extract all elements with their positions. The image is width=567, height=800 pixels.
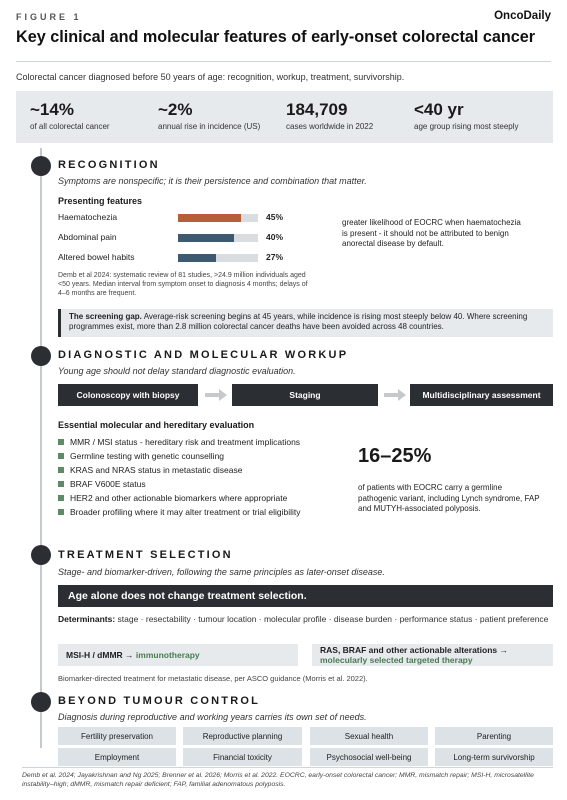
stat-label: cases worldwide in 2022 — [286, 122, 374, 131]
stat-label: annual rise in incidence (US) — [158, 122, 261, 131]
need-pill: Psychosocial well-being — [310, 748, 428, 766]
arrow-right-icon — [384, 389, 406, 401]
flow-step-colonoscopy: Colonoscopy with biopsy — [58, 384, 198, 406]
feature-percent: 40% — [266, 232, 284, 242]
need-pill: Reproductive planning — [183, 727, 302, 745]
feature-name: Altered bowel habits — [58, 252, 135, 262]
need-pill: Fertility preservation — [58, 727, 176, 745]
figure-label: FIGURE 1 — [16, 12, 82, 22]
bar-track — [178, 254, 258, 262]
gap-text: Average-risk screening begins at 45 years, while incidence is rising most steeply below 40. Where screening programmes exist, more than 2.8 million colorectal cancer deaths have been avoided across 48 countries. — [69, 312, 528, 331]
bullet-square-icon — [58, 439, 64, 445]
stat-value: <40 yr — [414, 100, 464, 119]
title-divider — [16, 61, 551, 62]
haematochezia-note: greater likelihood of EOCRC when haematochezia is present - it should not be attributed to benign anorectal disease by default. — [342, 218, 521, 248]
section-subtitle: Diagnosis during reproductive and working years carries its own set of needs. — [58, 712, 367, 722]
stat-value: 184,709 — [286, 100, 348, 119]
need-pill: Long-term survivorship — [435, 748, 553, 766]
stats-panel — [16, 91, 553, 143]
feature-name: Haematochezia — [58, 212, 118, 222]
bullet-square-icon — [58, 467, 64, 473]
treatment-footnote: Biomarker-directed treatment for metastatic disease, per ASCO guidance (Morris et al. 2022). — [58, 674, 368, 683]
section-subtitle: Symptoms are nonspecific; it is their persistence and combination that matter. — [58, 176, 367, 186]
arrow-right-icon — [205, 389, 227, 401]
stat-card — [286, 101, 414, 143]
brand-logo: OncoDaily — [494, 10, 551, 22]
list-item-text: KRAS and NRAS status in metastatic disease — [70, 465, 243, 475]
list-item-text: Broader profiling where it may alter treatment or trial eligibility — [70, 507, 301, 517]
list-item — [58, 450, 224, 462]
determinants-text: stage · resectability · tumour location · molecular profile · disease burden · performance status · patient preference — [117, 614, 549, 624]
list-item-text: Germline testing with genetic counselling — [70, 451, 225, 461]
gap-title: The screening gap. — [69, 312, 142, 321]
tx-box-prefix: MSI-H / dMMR → — [66, 650, 134, 660]
section-title-treatment: TREATMENT SELECTION — [58, 549, 233, 561]
stat-label: of all colorectal cancer — [30, 122, 110, 131]
feature-percent: 45% — [266, 212, 284, 222]
timeline-dot-icon — [31, 545, 51, 565]
list-item — [58, 436, 300, 448]
section-subtitle: Young age should not delay standard diagnostic evaluation. — [58, 366, 296, 376]
bar-fill — [178, 254, 216, 262]
eval-heading: Essential molecular and hereditary evaluation — [58, 420, 255, 430]
need-pill: Financial toxicity — [183, 748, 302, 766]
review-note: Demb et al 2024: systematic review of 81 studies, >24.9 million individuals aged <50 years. Median interval from symptom onset to diagnosis 4 months; delays of 4–6 months are frequent. — [58, 272, 308, 297]
tx-box-highlight: molecularly selected targeted therapy — [320, 655, 473, 665]
feature-bar-row — [58, 252, 298, 264]
treatment-banner: Age alone does not change treatment selection. — [58, 585, 553, 607]
list-item — [58, 478, 146, 490]
stat-value: ~14% — [30, 100, 74, 119]
feature-percent: 27% — [266, 252, 284, 262]
stat-card — [414, 101, 542, 143]
list-item — [58, 492, 287, 504]
stat-card — [158, 101, 286, 143]
list-item-text: MMR / MSI status - hereditary risk and treatment implications — [70, 437, 301, 447]
list-item-text: HER2 and other actionable biomarkers where appropriate — [70, 493, 288, 503]
section-title-beyond: BEYOND TUMOUR CONTROL — [58, 695, 261, 707]
need-pill: Parenting — [435, 727, 553, 745]
stat-label: age group rising most steeply — [414, 122, 519, 131]
page-subtitle: Colorectal cancer diagnosed before 50 years of age: recognition, workup, treatment, survivorship. — [16, 72, 405, 82]
screening-gap-box — [58, 309, 553, 337]
need-pill: Sexual health — [310, 727, 428, 745]
section-title-recognition: RECOGNITION — [58, 159, 160, 171]
bar-track — [178, 214, 258, 222]
page-title: Key clinical and molecular features of early-onset colorectal cancer — [16, 28, 536, 46]
section-subtitle: Stage- and biomarker-driven, following the same principles as later-onset disease. — [58, 567, 385, 577]
list-item — [58, 506, 301, 518]
need-pill: Employment — [58, 748, 176, 766]
flow-step-staging: Staging — [232, 384, 378, 406]
feature-bar-row — [58, 212, 298, 224]
timeline-dot-icon — [31, 692, 51, 712]
stat-card — [30, 101, 158, 143]
feature-bar-row — [58, 232, 298, 244]
bar-fill — [178, 234, 234, 242]
germline-stat-desc: of patients with EOCRC carry a germline pathogenic variant, including Lynch syndrome, FAP and MUTYH-associated polyposis. — [358, 483, 540, 513]
timeline-line — [40, 148, 42, 748]
determinants-label: Determinants: — [58, 614, 116, 624]
bullet-square-icon — [58, 481, 64, 487]
bullet-square-icon — [58, 495, 64, 501]
list-item-text: BRAF V600E status — [70, 479, 146, 489]
tx-box-prefix: RAS, BRAF and other actionable alterations → — [320, 645, 508, 655]
targeted-therapy-box — [312, 644, 553, 666]
bullet-square-icon — [58, 453, 64, 459]
bar-track — [178, 234, 258, 242]
stat-value: ~2% — [158, 100, 193, 119]
bullet-square-icon — [58, 509, 64, 515]
tx-box-highlight: immunotherapy — [135, 650, 200, 660]
flow-step-mdt: Multidisciplinary assessment — [410, 384, 553, 406]
feature-name: Abdominal pain — [58, 232, 117, 242]
features-heading: Presenting features — [58, 196, 143, 206]
footer-divider — [22, 767, 553, 768]
msi-immunotherapy-box — [58, 644, 298, 666]
bar-fill — [178, 214, 241, 222]
timeline-dot-icon — [31, 156, 51, 176]
timeline-dot-icon — [31, 346, 51, 366]
references: Demb et al. 2024; Jayakrishnan and Ng 2025; Brenner et al. 2026; Morris et al. 2022. EOCRC, early-onset colorectal cancer; MMR, mismatch repair; MSI-H, microsatellite instability–high; dMMR, mismatch repair deficient; FAP, familial adenomatous polyposis. — [22, 772, 534, 788]
list-item — [58, 464, 242, 476]
section-title-workup: DIAGNOSTIC AND MOLECULAR WORKUP — [58, 349, 349, 361]
determinants — [58, 613, 553, 625]
germline-stat-value: 16–25% — [358, 445, 432, 467]
